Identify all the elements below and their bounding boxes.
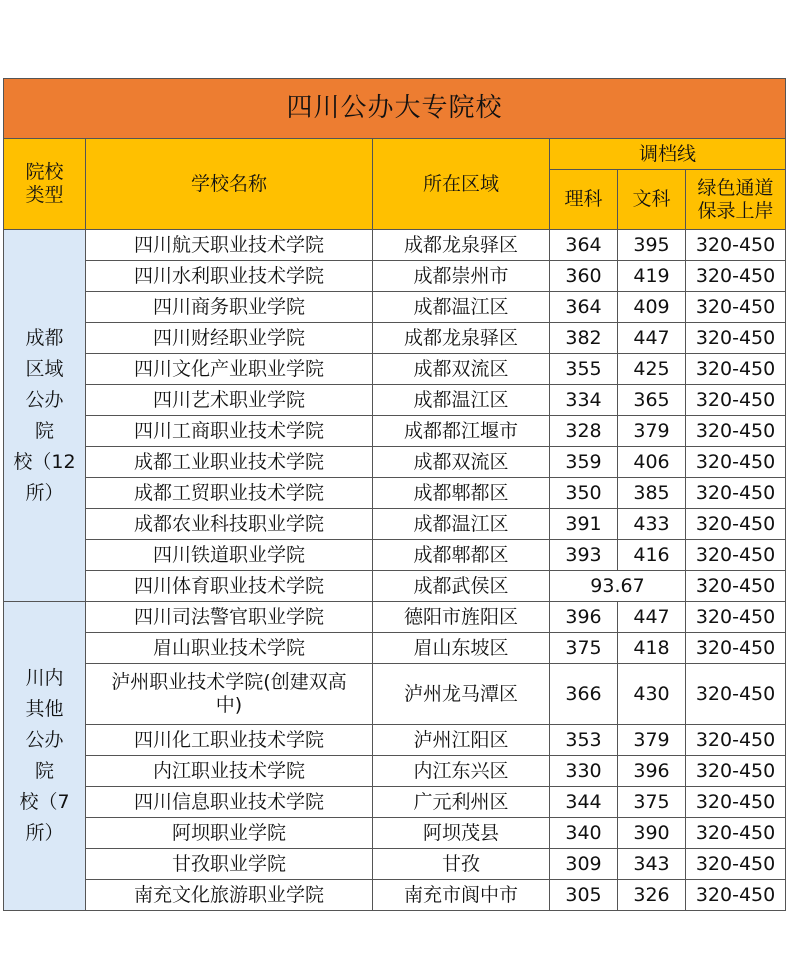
arts-score: 425 — [618, 354, 686, 385]
green-range: 320-450 — [686, 880, 786, 911]
table-row — [4, 756, 786, 787]
table-row — [4, 633, 786, 664]
arts-score: 396 — [618, 756, 686, 787]
green-range: 320-450 — [686, 354, 786, 385]
table-row — [4, 571, 786, 602]
arts-score: 433 — [618, 509, 686, 540]
science-score: 350 — [550, 478, 618, 509]
table-row — [4, 849, 786, 880]
green-range: 320-450 — [686, 818, 786, 849]
table-row — [4, 725, 786, 756]
header-green: 绿色通道 保录上岸 — [686, 170, 786, 230]
school-region: 泸州龙马潭区 — [373, 664, 550, 725]
school-name: 四川体育职业技术学院 — [86, 571, 373, 602]
school-table — [3, 78, 786, 911]
science-score: 360 — [550, 261, 618, 292]
green-range: 320-450 — [686, 756, 786, 787]
school-name: 四川信息职业技术学院 — [86, 787, 373, 818]
arts-score: 416 — [618, 540, 686, 571]
green-range: 320-450 — [686, 787, 786, 818]
school-name: 四川财经职业学院 — [86, 323, 373, 354]
table-row — [4, 478, 786, 509]
school-name: 四川化工职业技术学院 — [86, 725, 373, 756]
school-name: 四川铁道职业学院 — [86, 540, 373, 571]
arts-score: 375 — [618, 787, 686, 818]
arts-score: 390 — [618, 818, 686, 849]
green-range: 320-450 — [686, 540, 786, 571]
school-name: 甘孜职业学院 — [86, 849, 373, 880]
arts-score: 447 — [618, 323, 686, 354]
table-row — [4, 818, 786, 849]
arts-score: 406 — [618, 447, 686, 478]
arts-score: 409 — [618, 292, 686, 323]
school-name: 成都工业职业技术学院 — [86, 447, 373, 478]
school-name: 四川商务职业学院 — [86, 292, 373, 323]
green-range: 320-450 — [686, 664, 786, 725]
green-range: 320-450 — [686, 633, 786, 664]
header-region: 所在区域 — [373, 139, 550, 230]
table-row — [4, 261, 786, 292]
arts-score: 379 — [618, 416, 686, 447]
green-range: 320-450 — [686, 323, 786, 354]
school-region: 广元利州区 — [373, 787, 550, 818]
science-score: 359 — [550, 447, 618, 478]
school-name: 四川工商职业技术学院 — [86, 416, 373, 447]
arts-score: 385 — [618, 478, 686, 509]
green-range: 320-450 — [686, 849, 786, 880]
header-name: 学校名称 — [86, 139, 373, 230]
school-name: 四川航天职业技术学院 — [86, 230, 373, 261]
green-range: 320-450 — [686, 725, 786, 756]
school-name: 四川水利职业技术学院 — [86, 261, 373, 292]
school-region: 甘孜 — [373, 849, 550, 880]
science-score: 396 — [550, 602, 618, 633]
school-name: 泸州职业技术学院(创建双高 中) — [86, 664, 373, 725]
arts-score: 326 — [618, 880, 686, 911]
school-name: 成都农业科技职业学院 — [86, 509, 373, 540]
school-region: 南充市阆中市 — [373, 880, 550, 911]
table-row — [4, 416, 786, 447]
green-range: 320-450 — [686, 416, 786, 447]
science-score: 375 — [550, 633, 618, 664]
arts-score: 430 — [618, 664, 686, 725]
science-score: 334 — [550, 385, 618, 416]
science-score: 366 — [550, 664, 618, 725]
table-row — [4, 880, 786, 911]
school-region: 成都龙泉驿区 — [373, 230, 550, 261]
school-region: 成都龙泉驿区 — [373, 323, 550, 354]
green-range: 320-450 — [686, 261, 786, 292]
science-score: 382 — [550, 323, 618, 354]
school-region: 眉山东坡区 — [373, 633, 550, 664]
school-name: 四川司法警官职业学院 — [86, 602, 373, 633]
science-score: 353 — [550, 725, 618, 756]
header-type: 院校 类型 — [4, 139, 86, 230]
science-score: 344 — [550, 787, 618, 818]
header-cutoff: 调档线 — [550, 139, 786, 170]
page-title: 四川公办大专院校 — [4, 79, 786, 139]
table-row — [4, 447, 786, 478]
green-range: 320-450 — [686, 509, 786, 540]
arts-score: 343 — [618, 849, 686, 880]
school-region: 成都崇州市 — [373, 261, 550, 292]
school-region: 成都温江区 — [373, 509, 550, 540]
school-region: 成都温江区 — [373, 385, 550, 416]
school-name: 阿坝职业学院 — [86, 818, 373, 849]
science-score: 364 — [550, 230, 618, 261]
school-name: 成都工贸职业技术学院 — [86, 478, 373, 509]
science-score: 393 — [550, 540, 618, 571]
school-region: 成都都江堰市 — [373, 416, 550, 447]
arts-score: 418 — [618, 633, 686, 664]
table-row — [4, 509, 786, 540]
green-range: 320-450 — [686, 571, 786, 602]
green-range: 320-450 — [686, 602, 786, 633]
table-row — [4, 292, 786, 323]
green-range: 320-450 — [686, 292, 786, 323]
arts-score: 365 — [618, 385, 686, 416]
group-label: 川内 其他 公办 院 校（7 所） — [4, 602, 86, 911]
school-name: 南充文化旅游职业学院 — [86, 880, 373, 911]
green-range: 320-450 — [686, 478, 786, 509]
header-science: 理科 — [550, 170, 618, 230]
table-row — [4, 602, 786, 633]
school-name: 眉山职业技术学院 — [86, 633, 373, 664]
science-score: 391 — [550, 509, 618, 540]
table-row — [4, 323, 786, 354]
table-body — [4, 230, 786, 911]
science-score: 309 — [550, 849, 618, 880]
science-score: 330 — [550, 756, 618, 787]
school-name: 四川艺术职业学院 — [86, 385, 373, 416]
school-region: 成都双流区 — [373, 447, 550, 478]
school-region: 成都武侯区 — [373, 571, 550, 602]
school-region: 成都郫都区 — [373, 540, 550, 571]
table-row — [4, 664, 786, 725]
school-name: 四川文化产业职业学院 — [86, 354, 373, 385]
school-region: 德阳市旌阳区 — [373, 602, 550, 633]
arts-score: 419 — [618, 261, 686, 292]
school-region: 泸州江阳区 — [373, 725, 550, 756]
science-score: 355 — [550, 354, 618, 385]
green-range: 320-450 — [686, 385, 786, 416]
arts-score: 379 — [618, 725, 686, 756]
science-score: 340 — [550, 818, 618, 849]
school-region: 成都温江区 — [373, 292, 550, 323]
table-row — [4, 787, 786, 818]
school-region: 阿坝茂县 — [373, 818, 550, 849]
arts-score: 447 — [618, 602, 686, 633]
header-arts: 文科 — [618, 170, 686, 230]
school-region: 内江东兴区 — [373, 756, 550, 787]
group-label: 成都 区域 公办 院 校（12 所） — [4, 230, 86, 602]
school-region: 成都双流区 — [373, 354, 550, 385]
arts-score: 395 — [618, 230, 686, 261]
table-row — [4, 540, 786, 571]
school-name: 内江职业技术学院 — [86, 756, 373, 787]
science-score: 328 — [550, 416, 618, 447]
table-row — [4, 354, 786, 385]
green-range: 320-450 — [686, 447, 786, 478]
science-score: 364 — [550, 292, 618, 323]
table-row — [4, 230, 786, 261]
table-row — [4, 385, 786, 416]
science-score: 305 — [550, 880, 618, 911]
school-region: 成都郫都区 — [373, 478, 550, 509]
green-range: 320-450 — [686, 230, 786, 261]
merged-score: 93.67 — [550, 571, 686, 602]
